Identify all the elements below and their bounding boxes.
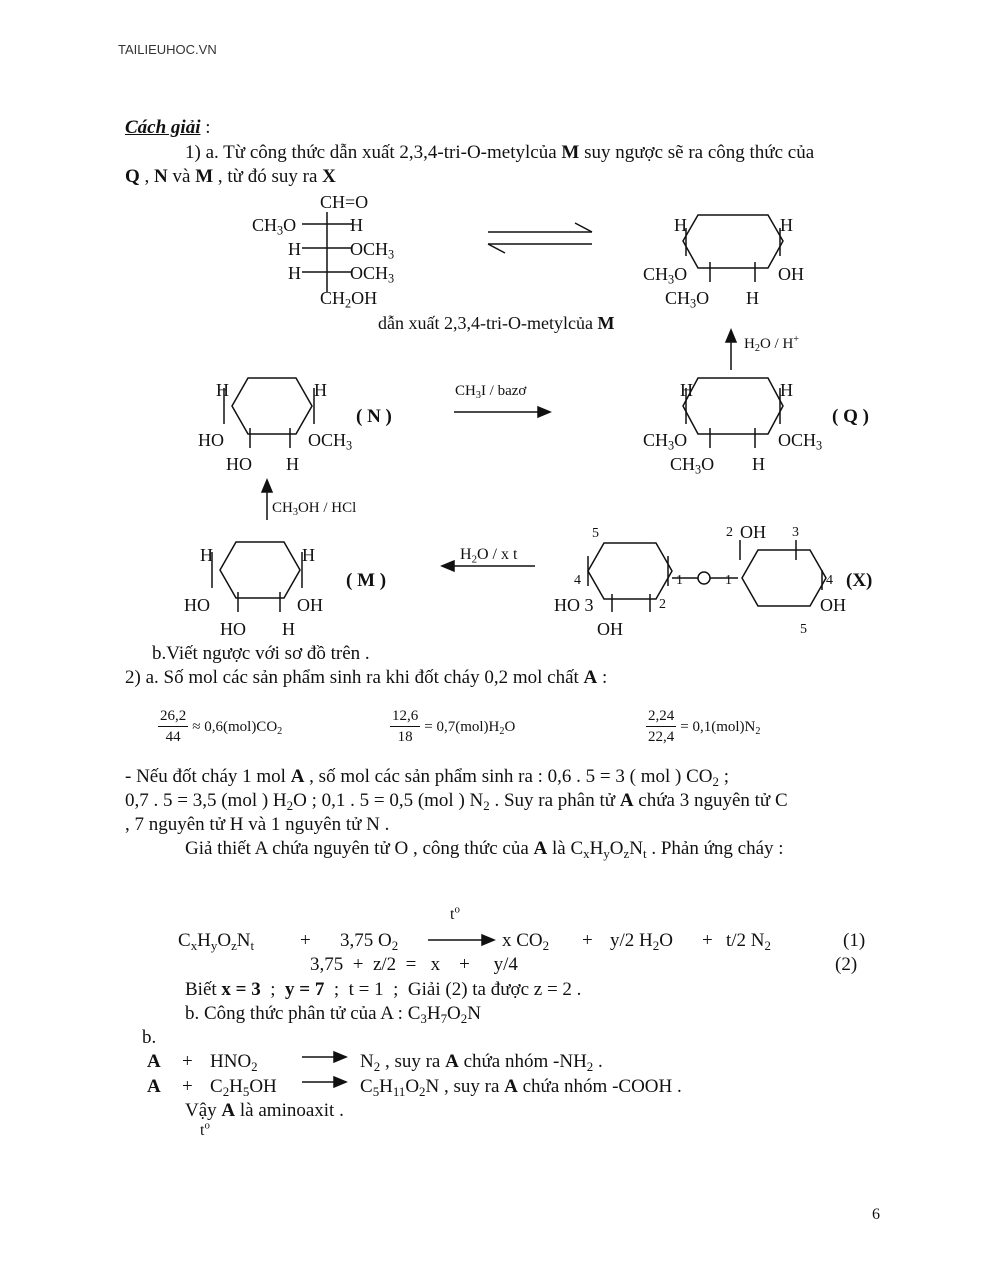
reaction-lhs: $C_xH_yO_zN_t$ bbox=[178, 930, 255, 953]
ring-q-bot-right: H bbox=[752, 454, 765, 474]
reaction-h2o: y/2 $H_2O$ bbox=[610, 930, 673, 953]
glycosidic-oxygen bbox=[698, 572, 710, 584]
ring-q-h-right: H bbox=[780, 380, 793, 400]
ring-q-hexagon bbox=[683, 378, 783, 434]
part-b1: b.Viết ngược với sơ đồ trên . bbox=[152, 643, 370, 664]
ring-n-ho-left: HO bbox=[198, 430, 224, 450]
reaction-n2: t/2 $N_2$ bbox=[726, 930, 771, 953]
burn-line-4: Giả thiết A chứa nguyên tử O , công thức của A là $C_xH_yO_zN_t$ . Phản ứng cháy : bbox=[185, 838, 784, 861]
r1-product: $N_2$ , suy ra A chứa nhóm $-NH_2$ . bbox=[360, 1051, 603, 1074]
heading-colon: : bbox=[205, 117, 211, 138]
fraction-co2: $\frac{26,2}{44}$ ≈ $0,6(mol)CO_2$ bbox=[160, 708, 283, 745]
ring-n-och3-right: $OCH_3$ bbox=[308, 430, 353, 453]
reaction-co2: x $CO_2$ bbox=[502, 930, 550, 953]
ring-top-h-left: H bbox=[674, 215, 687, 235]
reaction-temp-condition: $t^o$ bbox=[450, 903, 460, 923]
fischer-bottom: $CH_2OH$ bbox=[320, 288, 378, 311]
paragraph-1a-line2: Q , N và M , từ đó suy ra X bbox=[125, 166, 336, 187]
ring-x-left-hexagon bbox=[588, 543, 672, 599]
ring-m-bot-left: HO bbox=[220, 619, 246, 639]
r2-product: $C_5H_{11}O_2N$ , suy ra A chứa nhóm -COOH . bbox=[360, 1076, 682, 1099]
ring-x-oh-bottom: OH bbox=[597, 619, 623, 639]
r1-plus: + bbox=[182, 1051, 193, 1072]
ring-m-label: ( M ) bbox=[346, 570, 387, 591]
ring-x-ho3: HO 3 bbox=[554, 595, 594, 615]
ring-x-num-3: 3 bbox=[792, 525, 799, 540]
ring-top-bot-right: H bbox=[746, 288, 759, 308]
ring-x-right-hexagon bbox=[742, 550, 826, 606]
ring-m-h-right: H bbox=[302, 545, 315, 565]
ring-x-num-4b: 4 bbox=[826, 573, 833, 588]
ring-n-bot-right: H bbox=[286, 454, 299, 474]
ring-n-h-left: H bbox=[216, 380, 229, 400]
r2-reagent: $C_2H_5OH$ bbox=[210, 1076, 277, 1099]
ring-x-oh-right: OH bbox=[820, 595, 846, 615]
part-b2-label: b. bbox=[142, 1027, 157, 1048]
fischer-caption: dẫn xuất 2,3,4-tri-O-metylcủa M bbox=[378, 313, 615, 333]
ring-x-num-2: 2 bbox=[659, 597, 666, 612]
ring-q-h-left: H bbox=[680, 380, 693, 400]
ring-x-num-1a: 1 bbox=[676, 573, 683, 588]
reaction-eq-2: (2) bbox=[835, 954, 858, 975]
arrow-methyl-label: $CH_3I$ / bazơ bbox=[455, 383, 527, 402]
ring-n-hexagon bbox=[232, 378, 312, 434]
ring-x-num-5b: 5 bbox=[800, 622, 807, 637]
fraction-h2o: $\frac{12,6}{18}$ = $0,7(mol)H_2O$ bbox=[392, 708, 516, 745]
reaction-eq-2-text: 3,75 + z/2 = x + y/4 bbox=[310, 954, 518, 975]
ring-x-oh-top: OH bbox=[740, 522, 766, 542]
r2-a: A bbox=[147, 1076, 161, 1097]
ring-m-oh-right: OH bbox=[297, 595, 323, 615]
r1-a: A bbox=[147, 1051, 161, 1072]
ring-x-num-5: 5 bbox=[592, 526, 599, 541]
ring-m-bot-right: H bbox=[282, 619, 295, 639]
fischer-r3-left: H bbox=[288, 263, 301, 283]
arrow-up-label: $H_2O / H^+$ bbox=[744, 333, 800, 355]
arrow-hydrolysis-label: $H_2O$ / x t bbox=[460, 546, 518, 566]
r2-plus: + bbox=[182, 1076, 193, 1097]
fischer-r2-left: H bbox=[288, 239, 301, 259]
ring-q-left: $CH_3O$ bbox=[643, 430, 688, 453]
solve-line: Biết x = 3 ; y = 7 ; t = 1 ; Giải (2) ta được z = 2 . bbox=[185, 979, 582, 1000]
fraction-n2: $\frac{2,24}{22,4}$ = $0,1(mol)N_2$ bbox=[648, 708, 761, 745]
ring-q-label: ( Q ) bbox=[832, 406, 869, 427]
fischer-r2-right: $OCH_3$ bbox=[350, 239, 395, 262]
ring-top-bot-left: $CH_3O$ bbox=[665, 288, 710, 311]
ring-top-h-right: H bbox=[780, 215, 793, 235]
reaction-o2: 3,75 $O_2$ bbox=[340, 930, 399, 953]
part-2a: 2) a. Số mol các sản phẩm sinh ra khi đốt cháy 0,2 mol chất A : bbox=[125, 667, 608, 688]
fischer-top: CH=O bbox=[320, 192, 369, 212]
stray-temp: $t^o$ bbox=[200, 1119, 210, 1139]
r1-reagent: $HNO_2$ bbox=[210, 1051, 258, 1074]
equilibrium-upper-head bbox=[575, 223, 592, 232]
ring-m-hexagon bbox=[220, 542, 300, 598]
reaction-plus-1: + bbox=[300, 930, 311, 951]
ring-x-num-1b: 1 bbox=[725, 573, 732, 588]
conclusion: Vậy A là aminoaxit . bbox=[185, 1100, 344, 1121]
ring-top-och3-left: $CH_3O$ bbox=[643, 264, 688, 287]
fischer-r1-right: H bbox=[350, 215, 363, 235]
paragraph-1a-line1: 1) a. Từ công thức dẫn xuất 2,3,4-tri-O-metylcủa M suy ngược sẽ ra công thức của bbox=[185, 142, 815, 163]
arrow-methanol-label: $CH_3OH$ / HCl bbox=[272, 500, 357, 519]
ring-n-label: ( N ) bbox=[356, 406, 392, 427]
ring-n-bot-left: HO bbox=[226, 454, 252, 474]
ring-top-oh-right: OH bbox=[778, 264, 804, 284]
ring-top-hexagon bbox=[683, 215, 783, 268]
ring-q-right: $OCH_3$ bbox=[778, 430, 823, 453]
burn-line-3: , 7 nguyên tử H và 1 nguyên tử N . bbox=[125, 814, 390, 835]
ring-m-h-left: H bbox=[200, 545, 213, 565]
ring-x-num-4: 4 bbox=[574, 573, 581, 588]
fischer-r1-left: $CH_3O$ bbox=[252, 215, 297, 238]
reaction-plus-2: + bbox=[582, 930, 593, 951]
ring-x-num-2b: 2 bbox=[726, 525, 733, 540]
formula-line: b. Công thức phân tử của A : $C_3H_7O_2N$ bbox=[185, 1003, 481, 1026]
burn-line-2: 0,7 . 5 = 3,5 (mol ) $H_2O$ ; 0,1 . 5 = 0,5 (mol ) $N_2$ . Suy ra phân tử A chứa 3 nguyên tử C bbox=[125, 790, 788, 813]
reaction-eq-1: (1) bbox=[843, 930, 866, 951]
page-number: 6 bbox=[872, 1206, 880, 1223]
fischer-r3-right: $OCH_3$ bbox=[350, 263, 395, 286]
reaction-plus-3: + bbox=[702, 930, 713, 951]
site-header: TAILIEUHOC.VN bbox=[118, 42, 217, 57]
heading-text: Cách giải bbox=[125, 117, 201, 138]
equilibrium-lower-head bbox=[488, 244, 505, 253]
burn-line-1: - Nếu đốt cháy 1 mol A , số mol các sản phẩm sinh ra : 0,6 . 5 = 3 ( mol ) $CO_2$ ; bbox=[125, 766, 729, 789]
ring-m-ho-left: HO bbox=[184, 595, 210, 615]
ring-q-bot-left: $CH_3O$ bbox=[670, 454, 715, 477]
ring-n-h-right: H bbox=[314, 380, 327, 400]
ring-x-label: (X) bbox=[846, 570, 873, 591]
